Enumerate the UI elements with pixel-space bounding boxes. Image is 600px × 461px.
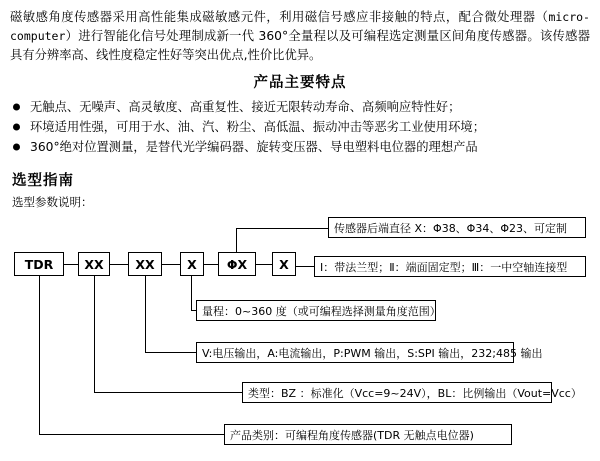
code-range: X: [180, 252, 204, 276]
list-item: [10, 137, 590, 157]
code-tdr: TDR: [14, 252, 64, 276]
guide-heading: 选型指南: [12, 173, 74, 189]
connector-code-3: [162, 264, 180, 265]
connector-code-2: [110, 264, 128, 265]
leader-diameter-vertical: [236, 228, 237, 252]
list-item: [10, 97, 590, 117]
code-diameter: ΦX: [218, 252, 256, 276]
leader-category-horizontal: [39, 434, 225, 435]
label-output: V:电压输出，A:电流输出，P:PWM 输出，S:SPI 输出，232;485 输出: [196, 342, 514, 363]
intro-line-3: 定测量区间角度传感器。该传感器具有分辨率高、线性度稳定性好等突出优点,性价比优异。: [10, 29, 590, 62]
feature-text: 360°绝对位置测量，是替代光学编码器、旋转变压器、导电塑料电位器的理想产品: [30, 140, 478, 154]
intro-line-2b: ）进行智能化信号处理制成新一代 360°全量程以及可编程选: [65, 29, 402, 43]
feature-text: 环境适用性强，可用于水、油、汽、粉尘、高低温、振动冲击等恶劣工业使用环境；: [30, 120, 485, 134]
leader-category-vertical: [39, 276, 40, 435]
label-install: Ⅰ：带法兰型；Ⅱ：端面固定型；Ⅲ：一中空轴连接型: [314, 256, 586, 277]
bullet-icon: [13, 144, 20, 151]
code-install: X: [272, 252, 296, 276]
model-code-diagram: [10, 216, 590, 461]
feature-text: 无触点、无噪声、高灵敏度、高重复性、接近无限转动寿命、高频响应特性好；: [30, 100, 461, 114]
bullet-icon: [13, 104, 20, 111]
features-heading: 产品主要特点: [253, 75, 347, 91]
label-category: 产品类别：可编程角度传感器(TDR 无触点电位器): [224, 424, 512, 445]
label-range: 量程：0~360 度（或可编程选择测量角度范围）: [196, 300, 436, 321]
label-class: 类型：BZ ：标准化（Vcc=9~24V），BL：比例输出（Vout=Vcc）: [242, 382, 552, 403]
leader-install: [296, 266, 314, 267]
connector-code-1: [64, 264, 78, 265]
code-type: XX: [78, 252, 110, 276]
code-output: XX: [128, 252, 162, 276]
leader-class-horizontal: [94, 392, 243, 393]
intro-mono-term: micro-computer: [10, 10, 590, 43]
features-list: [10, 97, 590, 157]
intro-paragraph: [10, 8, 590, 65]
leader-range-horizontal: [191, 310, 197, 311]
intro-line-1: 磁敏感角度传感器采用高性能集成磁敏感元件，利用磁信号感应非接触的特点，配合: [10, 10, 485, 24]
leader-output-horizontal: [145, 352, 197, 353]
list-item: [10, 117, 590, 137]
label-diameter: 传感器后端直径 X：Φ38、Φ34、Φ23、可定制: [328, 217, 586, 238]
leader-diameter-horizontal: [236, 228, 328, 229]
leader-output-vertical: [145, 276, 146, 353]
guide-subheading: 选型参数说明：: [12, 195, 93, 209]
intro-line-2a: 微处理器（: [484, 10, 549, 24]
connector-code-5: [256, 264, 272, 265]
connector-code-4: [204, 264, 218, 265]
leader-range-vertical: [191, 276, 192, 310]
leader-class-vertical: [94, 276, 95, 393]
bullet-icon: [13, 124, 20, 131]
